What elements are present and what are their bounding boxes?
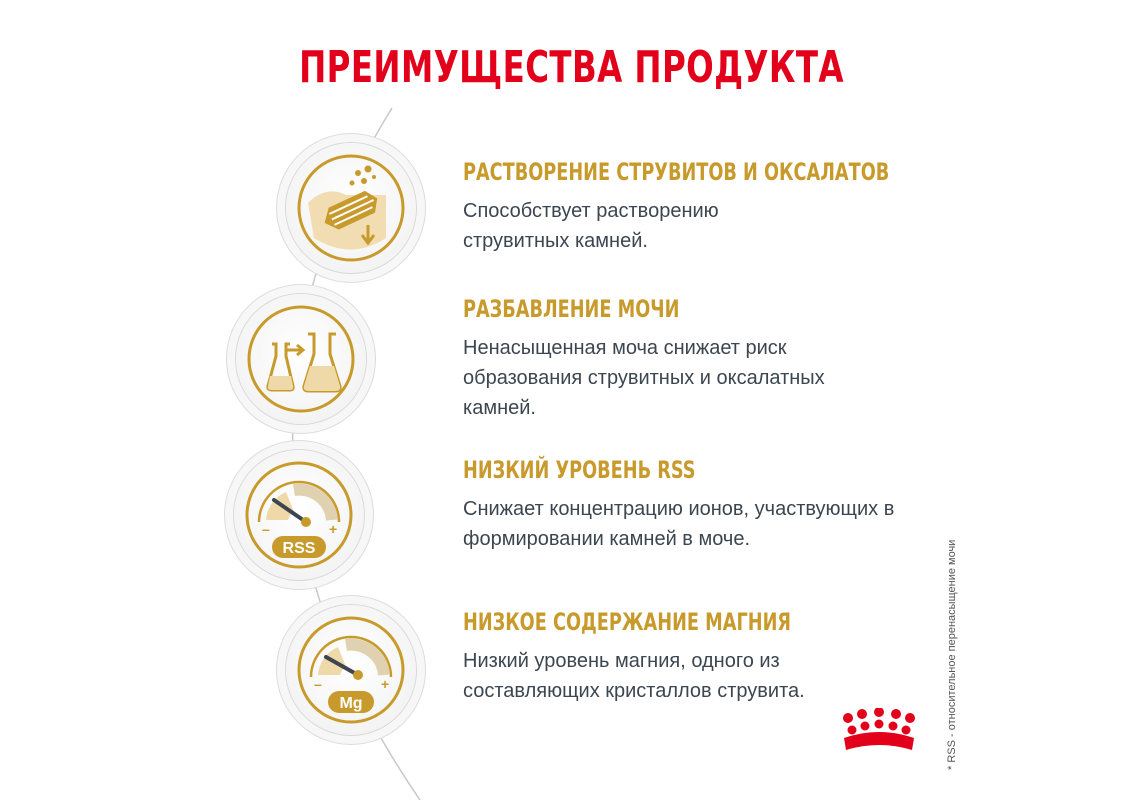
feature-title: РАЗБАВЛЕНИЕ МОЧИ (463, 295, 680, 323)
feature-low-rss (463, 456, 903, 554)
feature-title: РАСТВОРЕНИЕ СТРУВИТОВ И ОКСАЛАТОВ (463, 158, 890, 186)
rss-gauge-icon (234, 450, 364, 580)
svg-text:–: – (314, 676, 322, 692)
feature-title: НИЗКОЕ СОДЕРЖАНИЕ МАГНИЯ (463, 608, 792, 636)
page-title: ПРЕИМУЩЕСТВА ПРОДУКТА (299, 42, 844, 93)
royal-canin-crown-logo (838, 708, 920, 754)
svg-text:Mg: Mg (339, 695, 363, 712)
mg-gauge-icon (286, 605, 416, 735)
feature-struvite-dissolution (463, 158, 903, 256)
flasks-icon (236, 294, 366, 424)
svg-text:–: – (262, 521, 270, 537)
crystal-dissolve-icon (286, 143, 416, 273)
svg-text:RSS: RSS (282, 540, 316, 557)
svg-text:+: + (381, 676, 390, 692)
feature-text: Способствует растворению струвитных камней. (463, 200, 719, 252)
feature-title: НИЗКИЙ УРОВЕНЬ RSS (463, 456, 696, 484)
feature-text: Ненасыщенная моча снижает риск образования струвитных и оксалатных камней. (463, 337, 825, 419)
rss-footnote: * RSS - относительное перенасыщение мочи (946, 539, 958, 770)
feature-text: Снижает концентрацию ионов, участвующих в формировании камней в моче. (463, 498, 895, 550)
feature-low-magnesium (463, 608, 903, 706)
feature-urine-dilution (463, 295, 903, 423)
feature-text: Низкий уровень магния, одного из составляющих кристаллов струвита. (463, 650, 805, 702)
svg-text:+: + (329, 521, 338, 537)
